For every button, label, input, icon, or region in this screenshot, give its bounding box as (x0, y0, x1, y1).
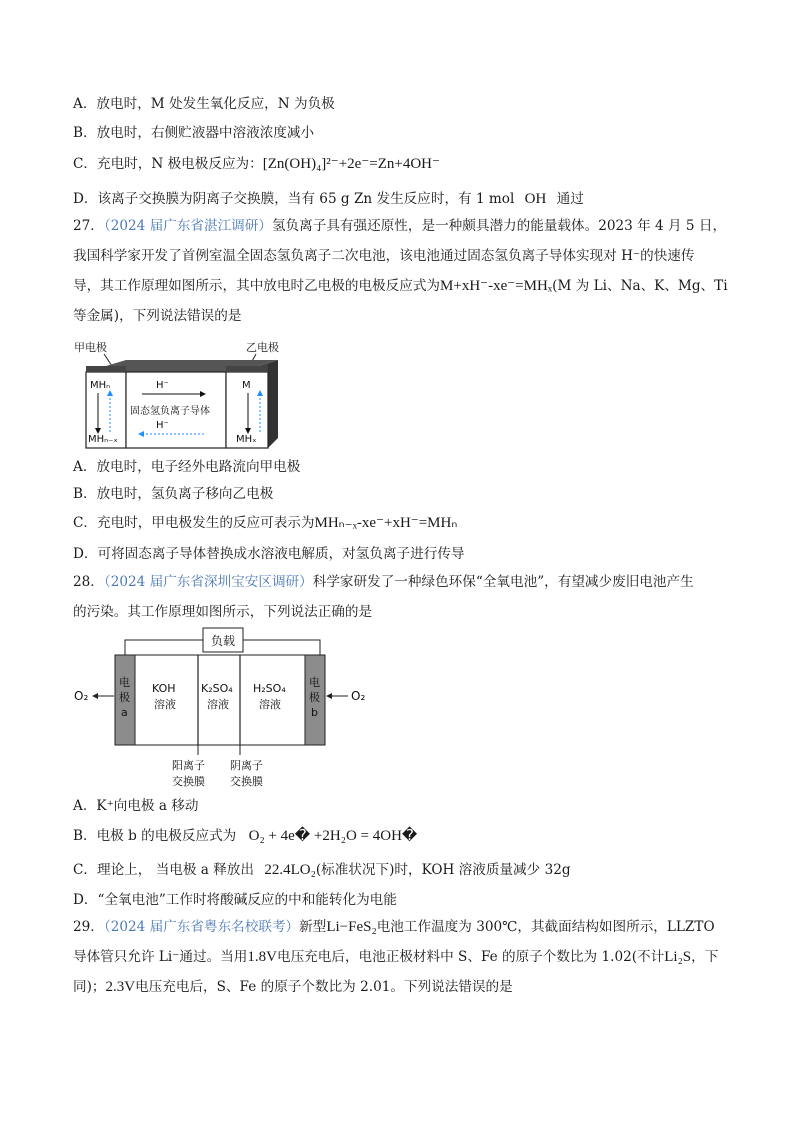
q29-source: （2024 届广东省粤东名校联考） (103, 919, 300, 935)
koh-solution-label: 溶液 (154, 698, 176, 711)
q26-option-d-text: D．该离子交换膜为阴离子交换膜，当有 65 g Zn 发生反应时，有 1 mol (73, 191, 515, 207)
oxygen-battery-diagram (70, 622, 370, 794)
hydride-battery-diagram (70, 336, 310, 456)
q27-line3-suffix: (M 为 Li、Na、K、Mg、Ti (552, 278, 728, 294)
q27-stem (73, 211, 733, 331)
electrode-a-label-2: 极 (119, 691, 130, 704)
q26-option-c (73, 155, 440, 173)
q26-option-c-formula: [Zn(OH)₄]²⁻+2e⁻=Zn+4OH⁻ (262, 156, 440, 172)
q28-number: 28． (73, 574, 104, 590)
q28-option-c-formula: 22.4LO₂ (264, 862, 316, 878)
load-label: 负载 (211, 634, 236, 648)
left-electrode-label: 甲电极 (74, 341, 107, 354)
q27-option-d: D．可将固态离子导体替换成水溶液电解质，对氢负离子进行传导 (73, 546, 465, 562)
q27-option-c (73, 514, 457, 532)
q26-option-a: A．放电时，M 处发生氧化反应，N 为负极 (73, 96, 335, 112)
q27-line4: 等金属)，下列说法错误的是 (73, 308, 242, 324)
q26-option-d-suffix: 通过 (556, 191, 584, 207)
q28-stem (73, 567, 733, 627)
q28-option-c (73, 861, 571, 879)
q29-line1-b: 电池工作温度为 300℃，其截面结构如图所示，LLZTO (376, 919, 715, 935)
q28-option-c-suffix: (标准状况下)时，KOH 溶液质量减少 32g (315, 862, 571, 878)
q26-option-c-text: C．充电时，N 极电极反应为： (73, 156, 263, 172)
k2so4-solution-label: 溶液 (207, 698, 229, 711)
q28-line2: 的污染。其工作原理如图所示，下列说法正确的是 (73, 604, 373, 620)
q28-option-d: D．“全氧电池”工作时将酸碱反应的中和能转化为电能 (73, 892, 397, 908)
h2so4-label: H₂SO₄ (253, 682, 286, 695)
electrode-a-label-1: 电 (119, 676, 130, 689)
q29-line2-a: 导体管只允许 Li⁻通过。当用 (73, 949, 248, 965)
anion-membrane-label-1: 阴离子 (230, 759, 263, 772)
left-bottom-species: MHₙ₋ₓ (88, 434, 118, 445)
conductor-label: 固态氢负离子导体 (130, 406, 210, 417)
q28-option-b (73, 827, 417, 845)
q28-option-b-text: B．电极 b 的电极反应式为 (73, 828, 237, 844)
left-top-species: MHₙ (90, 380, 111, 391)
electrode-b-label-3: b (311, 706, 318, 719)
q27-line1: 氢负离子具有强还原性，是一种颇具潜力的能量载体。2023 年 4 月 5 日， (271, 218, 727, 234)
cation-membrane-label-1: 阳离子 (172, 759, 205, 772)
h2so4-solution-label: 溶液 (259, 698, 281, 711)
q27-option-c-text: C．充电时，甲电极发生的反应可表示为 (73, 515, 315, 531)
q27-option-a: A．放电时，电子经外电路流向甲电极 (73, 459, 301, 475)
electrode-a-label-3: a (121, 706, 128, 719)
right-o2-label: O₂ (351, 689, 366, 703)
koh-label: KOH (152, 682, 176, 695)
q27-line3-formula: M+xH⁻-xe⁻=MHₓ (440, 278, 553, 294)
q26-option-d-ion: OH (524, 191, 547, 207)
ion-bottom-label: H⁻ (156, 420, 169, 431)
k2so4-label: K₂SO₄ (201, 682, 233, 695)
q27-line2: 我国科学家开发了首例室温全固态氢负离子二次电池，该电池通过固态氢负离子导体实现对 H⁻的快速传 (73, 248, 695, 264)
q29-number: 29． (73, 919, 104, 935)
q28-line1: 科学家研发了一种绿色环保“全氧电池”，有望减少废旧电池产生 (312, 574, 694, 590)
q27-option-b: B．放电时，氢负离子移向乙电极 (73, 486, 274, 502)
q26-option-b: B．放电时，右侧贮液器中溶液浓度减小 (73, 125, 315, 141)
q29-stem (73, 912, 733, 1002)
q27-number: 27． (73, 218, 104, 234)
q26-option-d (73, 190, 584, 208)
electrode-b-label-1: 电 (309, 676, 320, 689)
q29-formula-li-fes2: Li−FeS₂ (326, 919, 377, 935)
left-o2-label: O₂ (74, 689, 89, 703)
electrode-b-label-2: 极 (309, 691, 320, 704)
q29-line2-c: ，下 (691, 949, 719, 965)
q29-voltage-2: 2.3V (105, 979, 136, 995)
anion-membrane-label-2: 交换膜 (230, 775, 263, 788)
q29-formula-li2s: Li₂S (664, 949, 692, 965)
q29-line1-a: 新型 (299, 919, 327, 935)
right-top-species: M (242, 380, 251, 391)
q29-line3-b: 电压充电后，S、Fe 的原子个数比为 2.01。下列说法错误的是 (135, 979, 513, 995)
q28-source: （2024 届广东省深圳宝安区调研） (103, 574, 313, 590)
q29-voltage-1: 1.8V (247, 949, 277, 965)
q27-option-c-formula: MHₙ₋ₓ-xe⁻+xH⁻=MHₙ (314, 515, 458, 531)
ion-top-label: H⁻ (156, 380, 169, 391)
q28-option-c-text: C．理论上， 当电极 a 释放出 (73, 862, 254, 878)
q29-line3-a: 同)； (73, 979, 106, 995)
right-electrode-label: 乙电极 (246, 341, 279, 354)
q28-option-a: A．K⁺向电极 a 移动 (73, 798, 199, 814)
right-bottom-species: MHₓ (236, 434, 257, 445)
q27-source: （2024 届广东省湛江调研） (103, 218, 272, 234)
cation-membrane-label-2: 交换膜 (172, 775, 205, 788)
q29-line2-b: 电压充电后，电池正极材料中 S、Fe 的原子个数比为 1.02(不计 (277, 949, 665, 965)
q27-line3-text: 导，其工作原理如图所示，其中放电时乙电极的电极反应式为 (73, 278, 441, 294)
q28-option-b-formula: O₂ + 4e� +2H₂O = 4OH� (248, 828, 418, 844)
